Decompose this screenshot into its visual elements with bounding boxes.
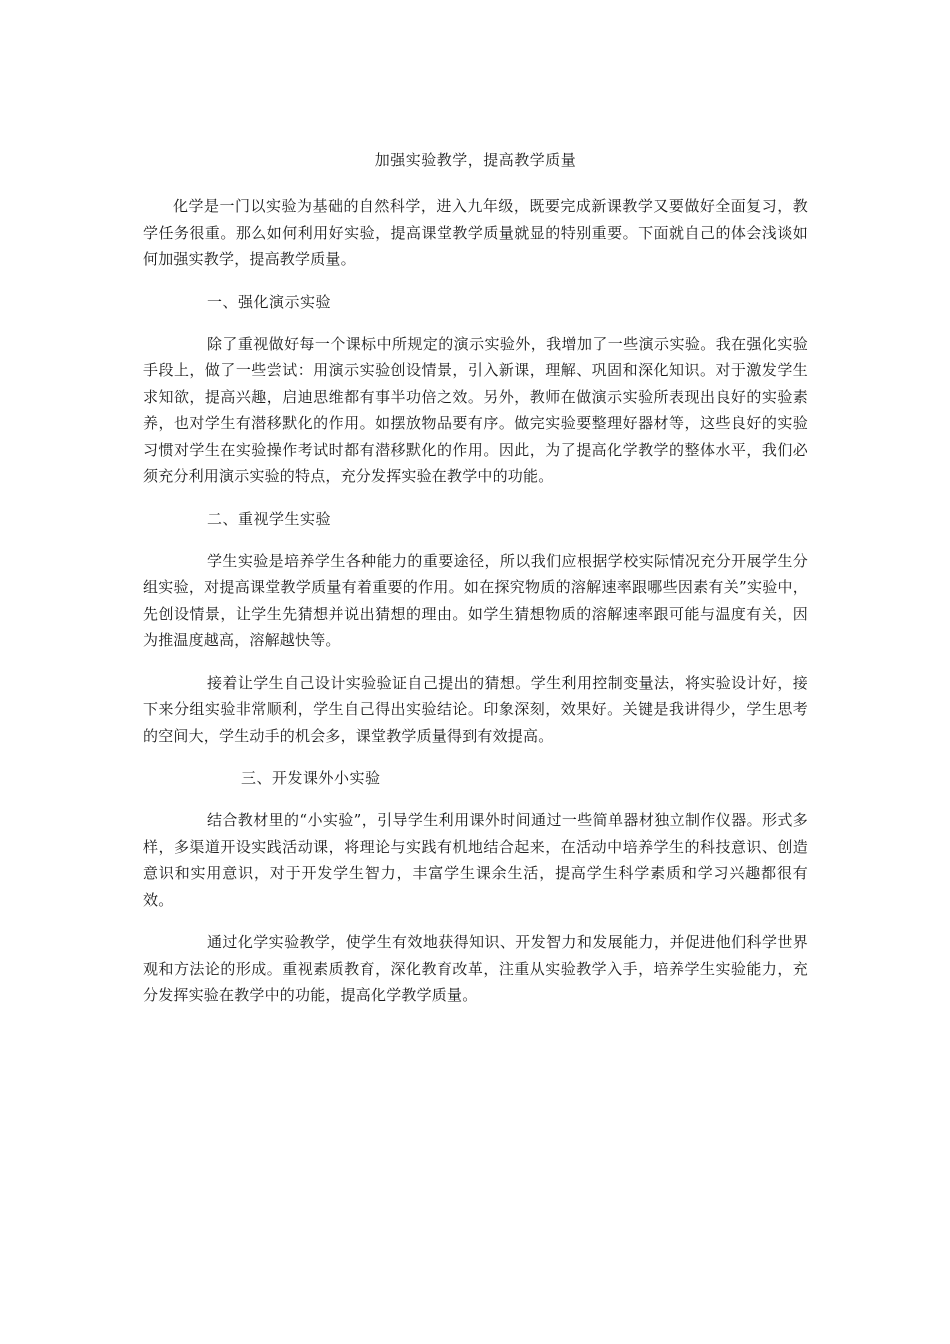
section-2-paragraph-2: 接着让学生自己设计实验验证自己提出的猜想。学生利用控制变量法，将实验设计好，接下来分组实验非常顺利，学生自己得出实验结论。印象深刻，效果好。关键是我讲得少，学生思考的空间大，学生动手的机会多，课堂教学质量得到有效提高。 [143, 673, 808, 745]
section-1-paragraph: 除了重视做好每一个课标中所规定的演示实验外，我增加了一些演示实验。我在强化实验手段上，做了一些尝试：用演示实验创设情景，引入新课，理解、巩固和深化知识。对于激发学生求知欲，提高兴趣，启迪思维都有事半功倍之效。另外，教师在做演示实验所表现出良好的实验素养，也对学生有潜移默化的作用。如摆放物品要有序。做完实验要整理好器材等，这些良好的实验习惯对学生在实验操作考试时都有潜移默化的作用。因此，为了提高化学教学的整体水平，我们必须充分利用演示实验的特点，充分发挥实验在教学中的功能。 [143, 334, 808, 485]
section-heading-1: 一、强化演示实验 [207, 292, 332, 311]
section-heading-3: 三、开发课外小实验 [241, 769, 381, 787]
section-heading-2: 二、重视学生实验 [207, 509, 332, 528]
conclusion-paragraph: 通过化学实验教学，使学生有效地获得知识、开发智力和发展能力，并促进他们科学世界观和方法论的形成。重视素质教育，深化教育改革，注重从实验教学入手，培养学生实验能力，充分发挥实验在教学中的功能，提高化学教学质量。 [143, 933, 808, 1004]
section-2-paragraph-1: 学生实验是培养学生各种能力的重要途径，所以我们应根据学校实际情况充分开展学生分组实验，对提高课堂教学质量有着重要的作用。如在探究物质的溶解速率跟哪些因素有关”实验中，先创设情景，让学生先猜想并说出猜想的理由。如学生猜想物质的溶解速率跟可能与温度有关，因为推温度越高，溶解越快等。 [143, 551, 808, 649]
section-3-paragraph: 结合教材里的“小实验”，引导学生利用课外时间通过一些简单器材独立制作仪器。形式多样，多渠道开设实践活动课，将理论与实践有机地结合起来，在活动中培养学生的科技意识、创造意识和实用意识，对于开发学生智力，丰富学生课余生活，提高学生科学素质和学习兴趣都很有效。 [143, 811, 808, 909]
document-body [143, 147, 808, 1025]
intro-paragraph: 化学是一门以实验为基础的自然科学，进入九年级，既要完成新课教学又要做好全面复习，教学任务很重。那么如何利用好实验，提高课堂教学质量就显的特别重要。下面就自己的体会浅谈如何加强实教学，提高教学质量。 [143, 197, 808, 268]
document-title: 加强实验教学，提高教学质量 [374, 151, 577, 169]
